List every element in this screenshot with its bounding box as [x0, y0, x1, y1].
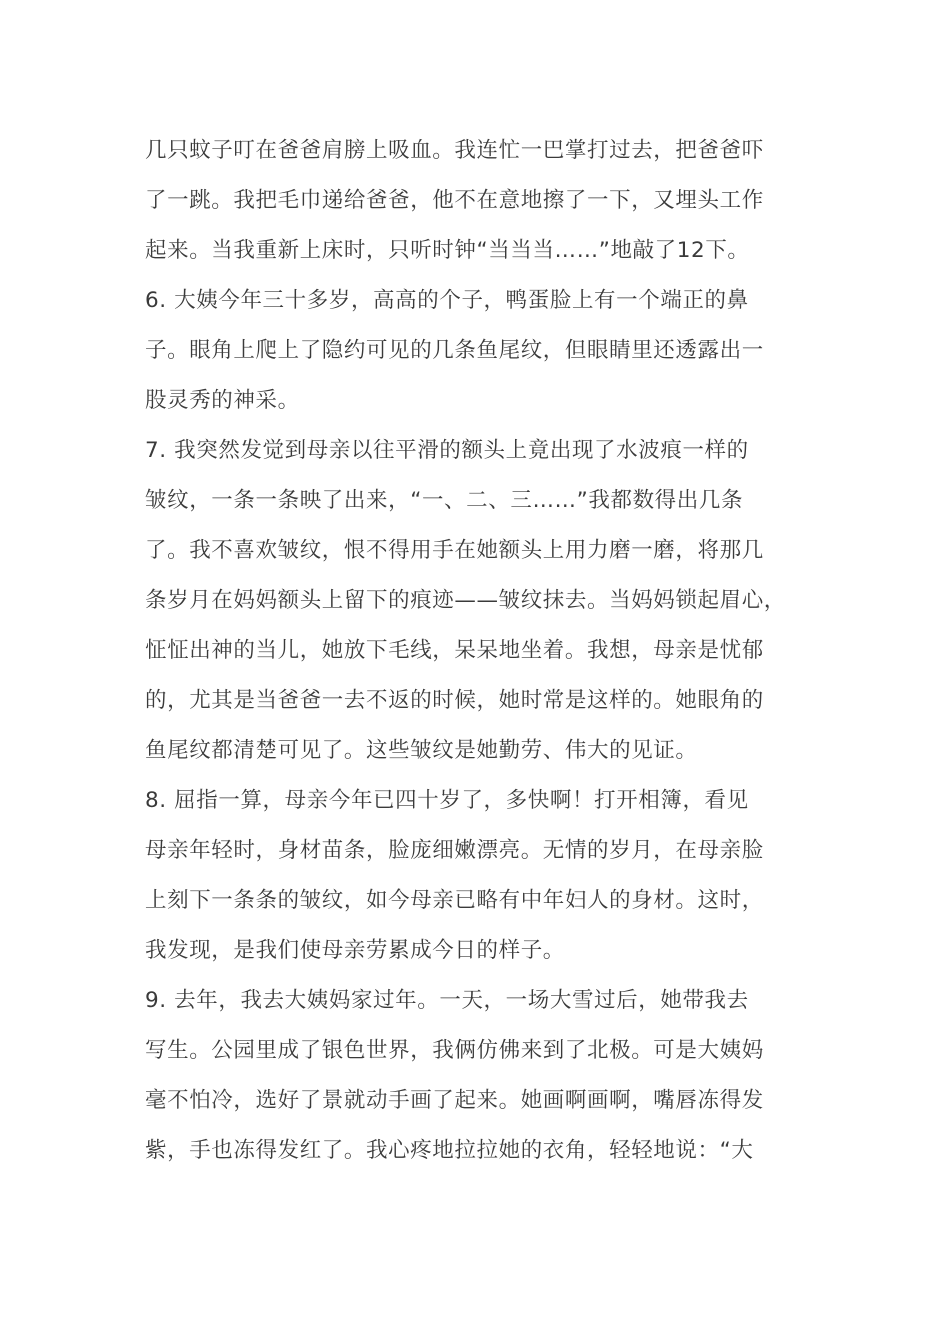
text-line: 9. 去年，我去大姨妈家过年。一天，一场大雪过后，她带我去	[145, 988, 749, 1013]
body-text	[145, 126, 817, 1176]
text-line: 鱼尾纹都清楚可见了。这些皱纹是她勤劳、伟大的见证。	[145, 738, 698, 763]
text-line: 几只蚊子叮在爸爸肩膀上吸血。我连忙一巴掌打过去，把爸爸吓	[145, 138, 764, 163]
text-line: 我发现，是我们使母亲劳累成今日的样子。	[145, 938, 565, 963]
text-line: 6. 大姨今年三十多岁，高高的个子，鸭蛋脸上有一个端正的鼻	[145, 288, 749, 313]
text-line: 8. 屈指一算，母亲今年已四十岁了，多快啊！打开相簿，看见	[145, 788, 749, 813]
text-line: 了。我不喜欢皱纹，恨不得用手在她额头上用力磨一磨，将那几	[145, 538, 764, 563]
text-line: 的，尤其是当爸爸一去不返的时候，她时常是这样的。她眼角的	[145, 688, 764, 713]
text-line: 母亲年轻时，身材苗条，脸庞细嫩漂亮。无情的岁月，在母亲脸	[145, 838, 764, 863]
text-line: 子。眼角上爬上了隐约可见的几条鱼尾纹，但眼睛里还透露出一	[145, 338, 764, 363]
text-line: 了一跳。我把毛巾递给爸爸，他不在意地擦了一下，又埋头工作	[145, 188, 764, 213]
text-line: 起来。当我重新上床时，只听时钟“当当当……”地敲了12下。	[145, 238, 750, 263]
text-line: 毫不怕冷，选好了景就动手画了起来。她画啊画啊，嘴唇冻得发	[145, 1088, 764, 1113]
text-line: 写生。公园里成了银色世界，我俩仿佛来到了北极。可是大姨妈	[145, 1038, 764, 1063]
text-line: 怔怔出神的当儿，她放下毛线，呆呆地坐着。我想，母亲是忧郁	[145, 638, 764, 663]
text-line: 股灵秀的神采。	[145, 388, 300, 413]
text-line: 皱纹，一条一条映了出来，“一、二、三……”我都数得出几条	[145, 488, 744, 513]
text-line: 上刻下一条条的皱纹，如今母亲已略有中年妇人的身材。这时，	[145, 888, 764, 913]
text-line: 条岁月在妈妈额头上留下的痕迹——皱纹抹去。当妈妈锁起眉心，	[145, 588, 786, 613]
text-line: 7. 我突然发觉到母亲以往平滑的额头上竟出现了水波痕一样的	[145, 438, 749, 463]
text-line: 紫，手也冻得发红了。我心疼地拉拉她的衣角，轻轻地说：“大	[145, 1138, 754, 1163]
